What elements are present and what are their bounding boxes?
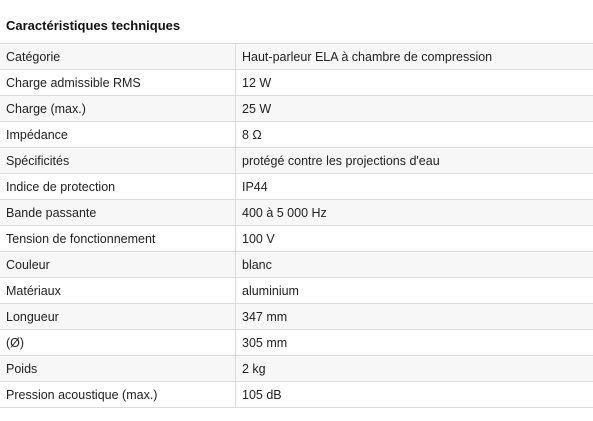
spec-value: 25 W	[236, 96, 593, 122]
spec-row-materiaux	[0, 278, 593, 304]
spec-label: Poids	[0, 356, 236, 382]
spec-value: 305 mm	[236, 330, 593, 356]
spec-label: Bande passante	[0, 200, 236, 226]
spec-value: 12 W	[236, 70, 593, 96]
spec-row-couleur	[0, 252, 593, 278]
specifications-table-body	[0, 44, 593, 408]
spec-row-specificites	[0, 148, 593, 174]
spec-row-poids	[0, 356, 593, 382]
spec-label: Charge (max.)	[0, 96, 236, 122]
spec-row-pression-acoustique	[0, 382, 593, 408]
spec-value: aluminium	[236, 278, 593, 304]
spec-value: protégé contre les projections d'eau	[236, 148, 593, 174]
spec-value: 400 à 5 000 Hz	[236, 200, 593, 226]
spec-value: IP44	[236, 174, 593, 200]
spec-label: Tension de fonctionnement	[0, 226, 236, 252]
spec-row-charge-rms	[0, 70, 593, 96]
spec-value: 347 mm	[236, 304, 593, 330]
spec-label: Indice de protection	[0, 174, 236, 200]
spec-label: (Ø)	[0, 330, 236, 356]
spec-value: blanc	[236, 252, 593, 278]
spec-value: 8 Ω	[236, 122, 593, 148]
spec-row-longueur	[0, 304, 593, 330]
section-title: Caractéristiques techniques	[6, 18, 181, 33]
spec-row-indice-protection	[0, 174, 593, 200]
spec-label: Matériaux	[0, 278, 236, 304]
spec-row-diametre	[0, 330, 593, 356]
spec-value: 2 kg	[236, 356, 593, 382]
spec-label: Couleur	[0, 252, 236, 278]
spec-label: Impédance	[0, 122, 236, 148]
spec-value: 100 V	[236, 226, 593, 252]
spec-row-impedance	[0, 122, 593, 148]
specifications-table	[0, 43, 593, 408]
spec-label: Pression acoustique (max.)	[0, 382, 236, 408]
spec-row-bande-passante	[0, 200, 593, 226]
spec-row-charge-max	[0, 96, 593, 122]
spec-label: Longueur	[0, 304, 236, 330]
spec-row-tension	[0, 226, 593, 252]
spec-value: Haut-parleur ELA à chambre de compression	[236, 44, 593, 70]
spec-row-categorie	[0, 44, 593, 70]
spec-label: Spécificités	[0, 148, 236, 174]
spec-label: Catégorie	[0, 44, 236, 70]
spec-value: 105 dB	[236, 382, 593, 408]
spec-label: Charge admissible RMS	[0, 70, 236, 96]
